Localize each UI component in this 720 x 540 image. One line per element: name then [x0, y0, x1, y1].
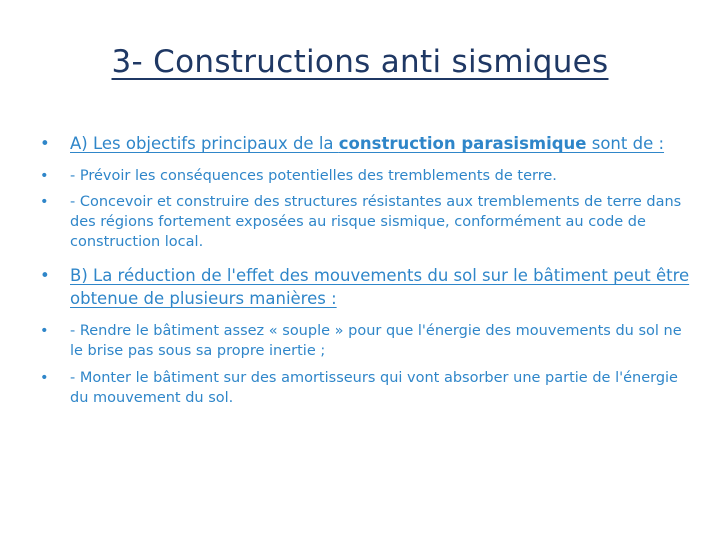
- bullet-icon: •: [40, 266, 50, 285]
- bullet-icon: •: [40, 323, 49, 339]
- section-b-heading-text: B) La réduction de l'effet des mouvements du sol sur le bâtiment peut être obtenue de plusieurs manières :: [70, 266, 690, 308]
- section-a-heading-text: [70, 134, 664, 153]
- bullet-icon: •: [40, 370, 49, 386]
- section-a-item-2: [18, 192, 698, 252]
- bullet-icon: •: [40, 168, 49, 184]
- slide-title: 3- Constructions anti sismiques: [111, 44, 609, 80]
- section-a-heading-part-2: sont de :: [586, 134, 665, 153]
- section-b-heading: [18, 264, 698, 310]
- bullet-icon: •: [40, 134, 50, 153]
- section-b-item-1: [18, 321, 698, 361]
- section-a-item-1-text: - Prévoir les conséquences potentielles des tremblements de terre.: [70, 168, 557, 184]
- section-b-item-2-text: - Monter le bâtiment sur des amortisseurs qui vont absorber une partie de l'énergie du mouvement du sol.: [70, 370, 678, 406]
- section-a-item-2-text: - Concevoir et construire des structures résistantes aux tremblements de terre dans des régions fortement exposées au risque sismique, conformément au code de construction local.: [70, 194, 682, 250]
- section-b-item-2: [18, 368, 698, 408]
- section-b-item-1-text: - Rendre le bâtiment assez « souple » pour que l'énergie des mouvements du sol ne le brise pas sous sa propre inertie ;: [70, 323, 682, 359]
- section-a-heading-bold: construction parasismique: [338, 134, 587, 153]
- bullet-icon: •: [40, 194, 49, 210]
- section-a-heading-part-1: A) Les objectifs principaux de la: [70, 134, 339, 153]
- section-a-heading: [18, 132, 698, 155]
- section-a-item-1: [18, 166, 698, 186]
- slide-body: [18, 132, 698, 408]
